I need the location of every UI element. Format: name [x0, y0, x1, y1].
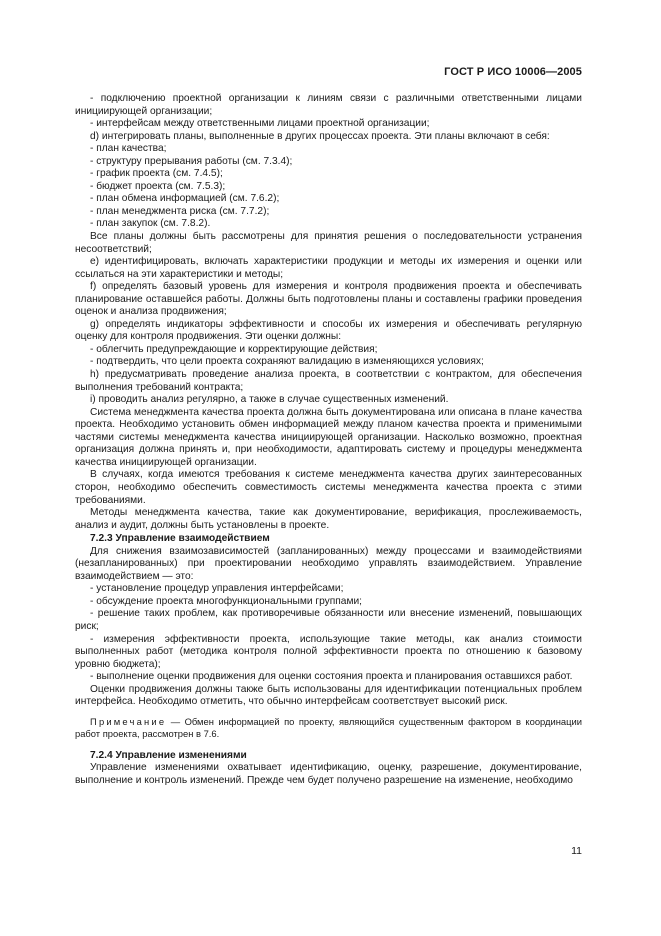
list-item: - план качества; [90, 143, 167, 155]
list-item: - подтвердить, что цели проекта сохраняют валидацию в изменяющихся условиях; [90, 356, 484, 368]
list-item: - облегчить предупреждающие и корректирующие действия; [90, 343, 378, 355]
paragraph: - интерфейсам между ответственными лицами проектной организации; [90, 118, 430, 130]
section-heading: 7.2.4 Управление изменениями [90, 749, 247, 761]
list-item: - выполнение оценки продвижения для оценки состояния проекта и планирования оставшихся работ. [90, 671, 573, 683]
list-item: - план обмена информацией (см. 7.6.2); [90, 193, 280, 205]
paragraph: h) предусматривать проведение анализа проекта, в соответствии с контрактом, для обеспечения выполнения требований контракта; [75, 369, 582, 393]
paragraph: f) определять базовый уровень для измерения и контроля продвижения проекта и обеспечивать планирование оставшейся работы. Должны быть подготовлены планы и составлены графики проведения оценок и анализа продвижения; [75, 281, 582, 318]
paragraph: е) идентифицировать, включать характеристики продукции и методы их измерения и оценки или ссылаться на эти характеристики и методы; [75, 256, 582, 280]
page-header: ГОСТ Р ИСО 10006—2005 [444, 66, 582, 78]
paragraph: Методы менеджмента качества, такие как документирование, верификация, прослеживаемость, анализ и аудит, должны быть установлены в проекте. [75, 507, 582, 531]
paragraph: - подключению проектной организации к линиям связи с различными ответственными лицами инициирующей организации; [75, 93, 582, 117]
paragraph: g) определять индикаторы эффективности и способы их измерения и обеспечивать регулярную оценку для контроля продвижения. Эти оценки должны: [75, 318, 582, 343]
list-item: - обсуждение проекта многофункциональными группами; [90, 595, 362, 607]
list-item: - план закупок (см. 7.8.2). [90, 218, 211, 230]
note-text: — Обмен информацией по проекту, являющийся существенным фактором в координации работ проекта, рассмотрен в 7.6. [75, 715, 582, 739]
list-item: - бюджет проекта (см. 7.5.3); [90, 180, 226, 192]
list-item: - график проекта (см. 7.4.5); [90, 168, 223, 180]
paragraph: Все планы должны быть рассмотрены для принятия решения о последовательности устранения несоответствий; [75, 231, 582, 255]
document-body [75, 93, 582, 787]
section-heading: 7.2.3 Управление взаимодействием [90, 533, 270, 545]
page-number: 11 [571, 845, 582, 857]
paragraph: Система менеджмента качества проекта должна быть документирована или описана в плане качества проекта. Необходимо установить обмен информацией между планом качества проекта и применимыми частями системы менеджмента качества инициирующей организации. Насколько возможно, проектная организация должна принять и, при необходимости, адаптировать систему и процедуры менеджмента качества инициирующей организации. [75, 406, 582, 468]
paragraph: Оценки продвижения должны также быть использованы для идентификации потенциальных проблем интерфейса. Необходимо отметить, что обычно интерфейсам соответствует высокий риск. [75, 683, 582, 708]
paragraph: d) интегрировать планы, выполненные в других процессах проекта. Эти планы включают в себя: [90, 130, 550, 142]
list-item: - план менеджмента риска (см. 7.7.2); [90, 205, 270, 217]
paragraph: В случаях, когда имеются требования к системе менеджмента качества других заинтересованных сторон, необходимо обеспечить совместимость системы менеджмента качества проекта с этими требованиями. [75, 469, 582, 506]
note [75, 716, 582, 740]
paragraph: Для снижения взаимозависимостей (запланированных) между процессами и взаимодействиями (незапланированных) при проектировании необходимо управлять взаимодействием. Управление взаимодействием — это: [75, 545, 582, 582]
list-item: - решение таких проблем, как противоречивые обязанности или внесение изменений, повышающих риск; [75, 608, 582, 632]
note-label: Примечание [90, 715, 167, 727]
list-item: - структуру прерывания работы (см. 7.3.4); [90, 155, 293, 167]
paragraph: Управление изменениями охватывает идентификацию, оценку, разрешение, документирование, выполнение и контроль изменений. Прежде чем будет получено разрешение на изменение, необходимо [75, 762, 582, 786]
paragraph: i) проводить анализ регулярно, а также в случае существенных изменений. [90, 394, 449, 406]
list-item: - измерения эффективности проекта, использующие такие методы, как анализ стоимости выполненных работ (методика контроля полной эффективности проекта по отношению к базовому уровню бюджета); [75, 633, 582, 670]
list-item: - установление процедур управления интерфейсами; [90, 583, 344, 595]
